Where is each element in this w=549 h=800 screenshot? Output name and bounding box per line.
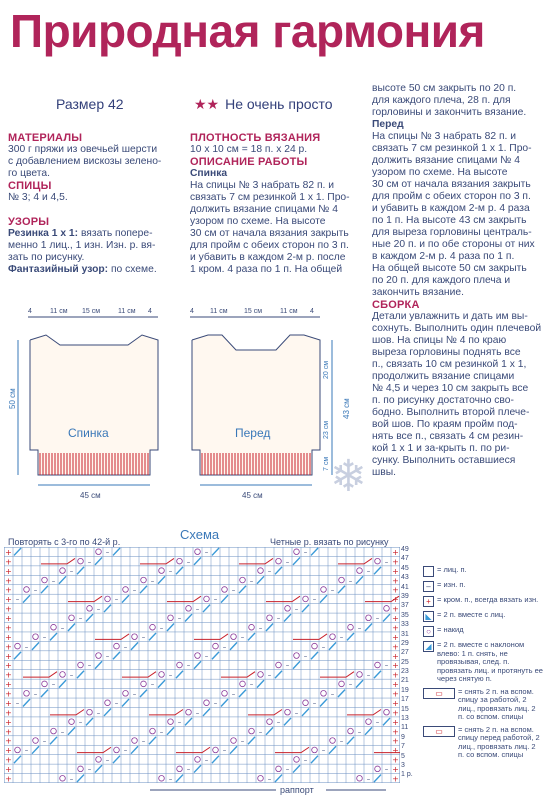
edge-stitch-icon: +	[5, 727, 12, 737]
edge-stitch-icon: +	[5, 595, 12, 605]
edge-stitch-icon: +	[392, 604, 399, 614]
edge-stitch-icon: +	[392, 642, 399, 652]
edge-stitch-icon: +	[5, 755, 12, 765]
purl-stitch-icon: –	[15, 595, 20, 604]
purl-stitch-icon: –	[159, 623, 164, 632]
even-note: Четные р. вязать по рисунку	[270, 537, 389, 547]
row-number: 33	[401, 621, 409, 629]
row-number: 29	[401, 639, 409, 647]
row-number: 39	[401, 592, 409, 600]
purl-stitch-icon: –	[186, 765, 191, 774]
purl-stitch-icon: –	[195, 605, 200, 614]
purl-stitch-icon: –	[294, 605, 299, 614]
purl-stitch-icon: –	[366, 671, 371, 680]
purl-stitch-icon: –	[384, 661, 389, 670]
purl-stitch-icon: –	[114, 595, 119, 604]
purl-stitch-icon: –	[276, 614, 281, 623]
edge-stitch-icon: +	[392, 717, 399, 727]
purl-stitch-icon: –	[87, 765, 92, 774]
edge-stitch-icon: +	[392, 680, 399, 690]
assembly-heading: СБОРКА	[372, 299, 420, 311]
purl-stitch-icon: –	[213, 699, 218, 708]
legend-item: ▭ = снять 2 п. на вспом. спицу перед работой, 2 лиц., провязать лиц. 2 п. со вспом. спицы	[423, 726, 543, 760]
edge-stitch-icon: +	[392, 698, 399, 708]
row-number: 15	[401, 705, 409, 713]
front-column: высоте 50 см закрыть по 20 п. для каждого плеча, 28 п. для горловины и закончить вязание. Перед На спицы № 3 набрать 82 п. и связать 7 см резинкой 1 х 1. Про- должить вязание спицами № 4 узором по схеме. На высоте 30 см от начала вязания закрыть для пройм с обеих сторон по 3 п. и убавить в каждом 2-м р. 4 раза по 1 п. На высоте 43 см закрыть для выреза горловины централь- ные 20 п. и по обе стороны от них в каждом 2-м р. 4 раза по 1 п. На общей высоте 50 см закрыть по 20 п. для каждого плеча и закончить вязание. СБОРКА Детали увлажнить и дать им вы- сохнуть. Выполнить один плечевой шов. На спицы № 4 по краю выреза горловины поднять все п., связать 10 см резинкой 1 х 1, продолжить вязание спицами № 4,5 и через 10 см закрыть все п. по рисунку достаточно сво- бодно. Выполнить второй плече- вой шов. По краям пройм под- нять все п., связать 4 см резин- кой 1 х 1 и за-крыть п. по ри- сунку. Выполнить оставшиеся швы.	[372, 83, 544, 479]
purl-stitch-icon: –	[114, 699, 119, 708]
purl-stitch-icon: –	[375, 614, 380, 623]
edge-stitch-icon: +	[392, 746, 399, 756]
front-label: Перед	[235, 426, 271, 440]
purl-stitch-icon: –	[240, 737, 245, 746]
edge-stitch-icon: +	[392, 670, 399, 680]
edge-stitch-icon: +	[5, 566, 12, 576]
legend-item: – = изн. п.	[423, 581, 543, 592]
purl-stitch-icon: –	[186, 661, 191, 670]
purl-stitch-icon: –	[159, 727, 164, 736]
purl-stitch-icon: –	[132, 586, 137, 595]
svg-text:15 см: 15 см	[82, 308, 101, 315]
edge-stitch-icon: +	[392, 651, 399, 661]
legend-symbol-icon: –	[423, 581, 434, 592]
edge-stitch-icon: +	[392, 576, 399, 586]
purl-stitch-icon: –	[150, 680, 155, 689]
svg-text:11 см: 11 см	[210, 308, 228, 315]
edge-stitch-icon: +	[5, 623, 12, 633]
purl-stitch-icon: –	[312, 699, 317, 708]
svg-text:7 см: 7 см	[323, 456, 330, 471]
row-number: 17	[401, 696, 409, 704]
purl-stitch-icon: –	[78, 614, 83, 623]
row-number: 27	[401, 649, 409, 657]
edge-stitch-icon: +	[392, 557, 399, 567]
svg-text:11 см: 11 см	[50, 308, 68, 315]
legend-item: + = кром. п., всегда вязать изн.	[423, 596, 543, 607]
purl-stitch-icon: –	[195, 708, 200, 717]
purl-stitch-icon: –	[330, 586, 335, 595]
purl-stitch-icon: –	[42, 737, 47, 746]
purl-stitch-icon: –	[303, 756, 308, 765]
edge-stitch-icon: +	[392, 736, 399, 746]
work-column: ПЛОТНОСТЬ ВЯЗАНИЯ 10 х 10 см = 18 п. х 24 р. ОПИСАНИЕ РАБОТЫ Спинка На спицы № 3 набрать 82 п. и связать 7 см резинкой 1 х 1. Про- должить вязание спицами № 4 узором по схеме. На высоте 30 см от начала вязания закрыть для пройм с обеих сторон по 3 п. и убавить в каждом 2-м р. после 1 кром. 4 раза по 1 п. На общей	[190, 132, 365, 276]
purl-stitch-icon: –	[87, 557, 92, 566]
svg-text:4: 4	[148, 308, 152, 315]
purl-stitch-icon: –	[321, 746, 326, 755]
purl-stitch-icon: –	[168, 671, 173, 680]
edge-stitch-icon: +	[5, 614, 12, 624]
knitting-chart	[4, 547, 400, 783]
svg-text:4: 4	[28, 308, 32, 315]
purl-stitch-icon: –	[384, 557, 389, 566]
svg-text:45 см: 45 см	[242, 491, 263, 500]
rapport-bracket	[150, 786, 390, 794]
purl-stitch-icon: –	[33, 690, 38, 699]
row-number: 25	[401, 658, 409, 666]
edge-stitch-icon: +	[392, 595, 399, 605]
row-number: 41	[401, 583, 409, 591]
legend-symbol-icon: ▭	[423, 726, 455, 737]
svg-text:50 см: 50 см	[8, 388, 17, 409]
back-heading: Спинка	[190, 168, 228, 179]
row-number: 45	[401, 564, 409, 572]
edge-stitch-icon: +	[5, 642, 12, 652]
purl-stitch-icon: –	[105, 652, 110, 661]
materials-heading: МАТЕРИАЛЫ	[8, 132, 83, 144]
edge-stitch-icon: +	[5, 708, 12, 718]
purl-stitch-icon: –	[213, 595, 218, 604]
row-number: 5	[401, 752, 405, 760]
purl-stitch-icon: –	[168, 567, 173, 576]
edge-stitch-icon: +	[392, 755, 399, 765]
purl-stitch-icon: –	[15, 699, 20, 708]
edge-stitch-icon: +	[392, 632, 399, 642]
edge-stitch-icon: +	[5, 698, 12, 708]
edge-stitch-icon: +	[392, 623, 399, 633]
row-number: 21	[401, 677, 409, 685]
purl-stitch-icon: –	[150, 576, 155, 585]
purl-stitch-icon: –	[69, 775, 74, 783]
row-number: 7	[401, 743, 405, 751]
edge-stitch-icon: +	[5, 576, 12, 586]
row-number: 9	[401, 733, 405, 741]
purl-stitch-icon: –	[60, 727, 65, 736]
purl-stitch-icon: –	[267, 671, 272, 680]
purl-stitch-icon: –	[177, 718, 182, 727]
svg-text:4: 4	[310, 308, 314, 315]
legend	[423, 566, 543, 764]
purl-stitch-icon: –	[96, 708, 101, 717]
purl-stitch-icon: –	[105, 756, 110, 765]
svg-text:11 см: 11 см	[280, 308, 298, 315]
row-number: 37	[401, 602, 409, 610]
purl-stitch-icon: –	[222, 642, 227, 651]
purl-stitch-icon: –	[285, 765, 290, 774]
purl-stitch-icon: –	[294, 708, 299, 717]
edge-stitch-icon: +	[5, 547, 12, 557]
purl-stitch-icon: –	[222, 746, 227, 755]
purl-stitch-icon: –	[240, 633, 245, 642]
edge-stitch-icon: +	[392, 661, 399, 671]
purl-stitch-icon: –	[132, 690, 137, 699]
edge-stitch-icon: +	[5, 774, 12, 783]
purl-stitch-icon: –	[348, 680, 353, 689]
purl-stitch-icon: –	[105, 548, 110, 557]
edge-stitch-icon: +	[392, 774, 399, 783]
edge-stitch-icon: +	[5, 651, 12, 661]
row-number: 43	[401, 574, 409, 582]
edge-stitch-icon: +	[392, 727, 399, 737]
purl-stitch-icon: –	[186, 557, 191, 566]
purl-stitch-icon: –	[231, 690, 236, 699]
purl-stitch-icon: –	[249, 576, 254, 585]
row-number: 49	[401, 546, 409, 553]
edge-stitch-icon: +	[392, 547, 399, 557]
purl-stitch-icon: –	[69, 671, 74, 680]
row-number: 31	[401, 630, 409, 638]
legend-item: ◢ = 2 п. вместе с наклоном влево: 1 п. снять, не провязывая, след. п. провязать лиц. и протянуть ее через снятую п.	[423, 641, 543, 684]
purl-stitch-icon: –	[141, 633, 146, 642]
purl-stitch-icon: –	[24, 746, 29, 755]
edge-stitch-icon: +	[392, 585, 399, 595]
purl-stitch-icon: –	[78, 718, 83, 727]
svg-text:20 см: 20 см	[323, 360, 330, 379]
patterns-heading: УЗОРЫ	[8, 216, 50, 228]
svg-text:15 см: 15 см	[244, 308, 263, 315]
purl-stitch-icon: –	[348, 576, 353, 585]
purl-stitch-icon: –	[303, 548, 308, 557]
legend-symbol-icon	[423, 566, 434, 577]
purl-stitch-icon: –	[303, 652, 308, 661]
purl-stitch-icon: –	[384, 765, 389, 774]
repeat-note: Повторять с 3-го по 42-й р.	[8, 537, 121, 547]
gauge-heading: ПЛОТНОСТЬ ВЯЗАНИЯ	[190, 132, 321, 144]
purl-stitch-icon: –	[96, 605, 101, 614]
legend-item: ◣ = 2 п. вместе с лиц.	[423, 611, 543, 622]
schema-title: Схема	[180, 527, 220, 542]
purl-stitch-icon: –	[330, 690, 335, 699]
purl-stitch-icon: –	[357, 623, 362, 632]
legend-symbol-icon: ◢	[423, 641, 434, 652]
edge-stitch-icon: +	[5, 661, 12, 671]
edge-stitch-icon: +	[392, 765, 399, 775]
purl-stitch-icon: –	[123, 642, 128, 651]
purl-stitch-icon: –	[375, 718, 380, 727]
purl-stitch-icon: –	[60, 623, 65, 632]
front-heading: Перед	[372, 119, 404, 130]
edge-stitch-icon: +	[5, 557, 12, 567]
row-number: 19	[401, 686, 409, 694]
size-label: Размер 42	[56, 96, 124, 112]
purl-stitch-icon: –	[276, 718, 281, 727]
edge-stitch-icon: +	[5, 632, 12, 642]
back-pattern-diagram	[0, 305, 175, 510]
row-number: 13	[401, 715, 409, 723]
legend-symbol-icon: ○	[423, 626, 434, 637]
row-number: 3	[401, 761, 405, 769]
row-number: 1 р.	[401, 771, 413, 779]
row-number: 35	[401, 611, 409, 619]
purl-stitch-icon: –	[366, 775, 371, 783]
edge-stitch-icon: +	[5, 585, 12, 595]
purl-stitch-icon: –	[33, 586, 38, 595]
purl-stitch-icon: –	[258, 727, 263, 736]
legend-symbol-icon: +	[423, 596, 434, 607]
edge-stitch-icon: +	[5, 680, 12, 690]
back-width: 45 см	[80, 491, 101, 500]
edge-stitch-icon: +	[5, 765, 12, 775]
purl-stitch-icon: –	[69, 567, 74, 576]
edge-stitch-icon: +	[392, 689, 399, 699]
stars-icon: ★★	[194, 96, 220, 112]
purl-stitch-icon: –	[267, 567, 272, 576]
purl-stitch-icon: –	[87, 661, 92, 670]
materials-column: МАТЕРИАЛЫ 300 г пряжи из овечьей шерсти с добавлением вискозы зелено- го цвета. СПИЦЫ № 3; 4 и 4,5. УЗОРЫ Резинка 1 х 1: вязать попере- менно 1 лиц., 1 изн. Изн. р. вя- зать по рисунку. Фантазийный узор: по схеме.	[8, 132, 176, 276]
svg-text:11 см: 11 см	[118, 308, 136, 315]
edge-stitch-icon: +	[392, 708, 399, 718]
svg-text:4: 4	[190, 308, 194, 315]
purl-stitch-icon: –	[249, 680, 254, 689]
snowflake-icon: ❄	[330, 452, 367, 501]
purl-stitch-icon: –	[204, 756, 209, 765]
purl-stitch-icon: –	[51, 576, 56, 585]
purl-stitch-icon: –	[168, 775, 173, 783]
purl-stitch-icon: –	[204, 652, 209, 661]
svg-text:43 см: 43 см	[342, 398, 351, 419]
work-heading: ОПИСАНИЕ РАБОТЫ	[190, 156, 308, 168]
edge-stitch-icon: +	[5, 689, 12, 699]
row-number: 23	[401, 668, 409, 676]
purl-stitch-icon: –	[285, 557, 290, 566]
legend-symbol-icon: ◣	[423, 611, 434, 622]
purl-stitch-icon: –	[177, 614, 182, 623]
purl-stitch-icon: –	[123, 746, 128, 755]
purl-stitch-icon: –	[258, 623, 263, 632]
purl-stitch-icon: –	[321, 642, 326, 651]
purl-stitch-icon: –	[51, 680, 56, 689]
edge-stitch-icon: +	[5, 736, 12, 746]
purl-stitch-icon: –	[141, 737, 146, 746]
purl-stitch-icon: –	[366, 567, 371, 576]
edge-stitch-icon: +	[5, 717, 12, 727]
purl-stitch-icon: –	[204, 548, 209, 557]
purl-stitch-icon: –	[312, 595, 317, 604]
purl-stitch-icon: –	[231, 586, 236, 595]
rapport-label: раппорт	[280, 785, 314, 795]
needles-heading: СПИЦЫ	[8, 180, 52, 192]
page-title: Природная гармония	[10, 5, 485, 57]
purl-stitch-icon: –	[339, 633, 344, 642]
purl-stitch-icon: –	[24, 642, 29, 651]
edge-stitch-icon: +	[392, 566, 399, 576]
edge-stitch-icon: +	[5, 604, 12, 614]
purl-stitch-icon: –	[285, 661, 290, 670]
legend-symbol-icon: ▭	[423, 688, 455, 699]
legend-item: ▭ = снять 2 п. на вспом. спицу за работой, 2 лиц., провязать лиц. 2 п. со вспом. спицы	[423, 688, 543, 722]
svg-text:23 см: 23 см	[323, 420, 330, 439]
purl-stitch-icon: –	[267, 775, 272, 783]
difficulty-label: ★★ Не очень просто	[194, 96, 333, 112]
purl-stitch-icon: –	[339, 737, 344, 746]
row-numbers	[401, 545, 421, 780]
edge-stitch-icon: +	[392, 614, 399, 624]
row-number: 11	[401, 724, 409, 732]
edge-stitch-icon: +	[5, 670, 12, 680]
edge-stitch-icon: +	[5, 746, 12, 756]
legend-item: = лиц. п.	[423, 566, 543, 577]
legend-item: ○ = накид	[423, 626, 543, 637]
row-number: 47	[401, 555, 409, 563]
purl-stitch-icon: –	[42, 633, 47, 642]
purl-stitch-icon: –	[357, 727, 362, 736]
back-label: Спинка	[68, 426, 109, 440]
